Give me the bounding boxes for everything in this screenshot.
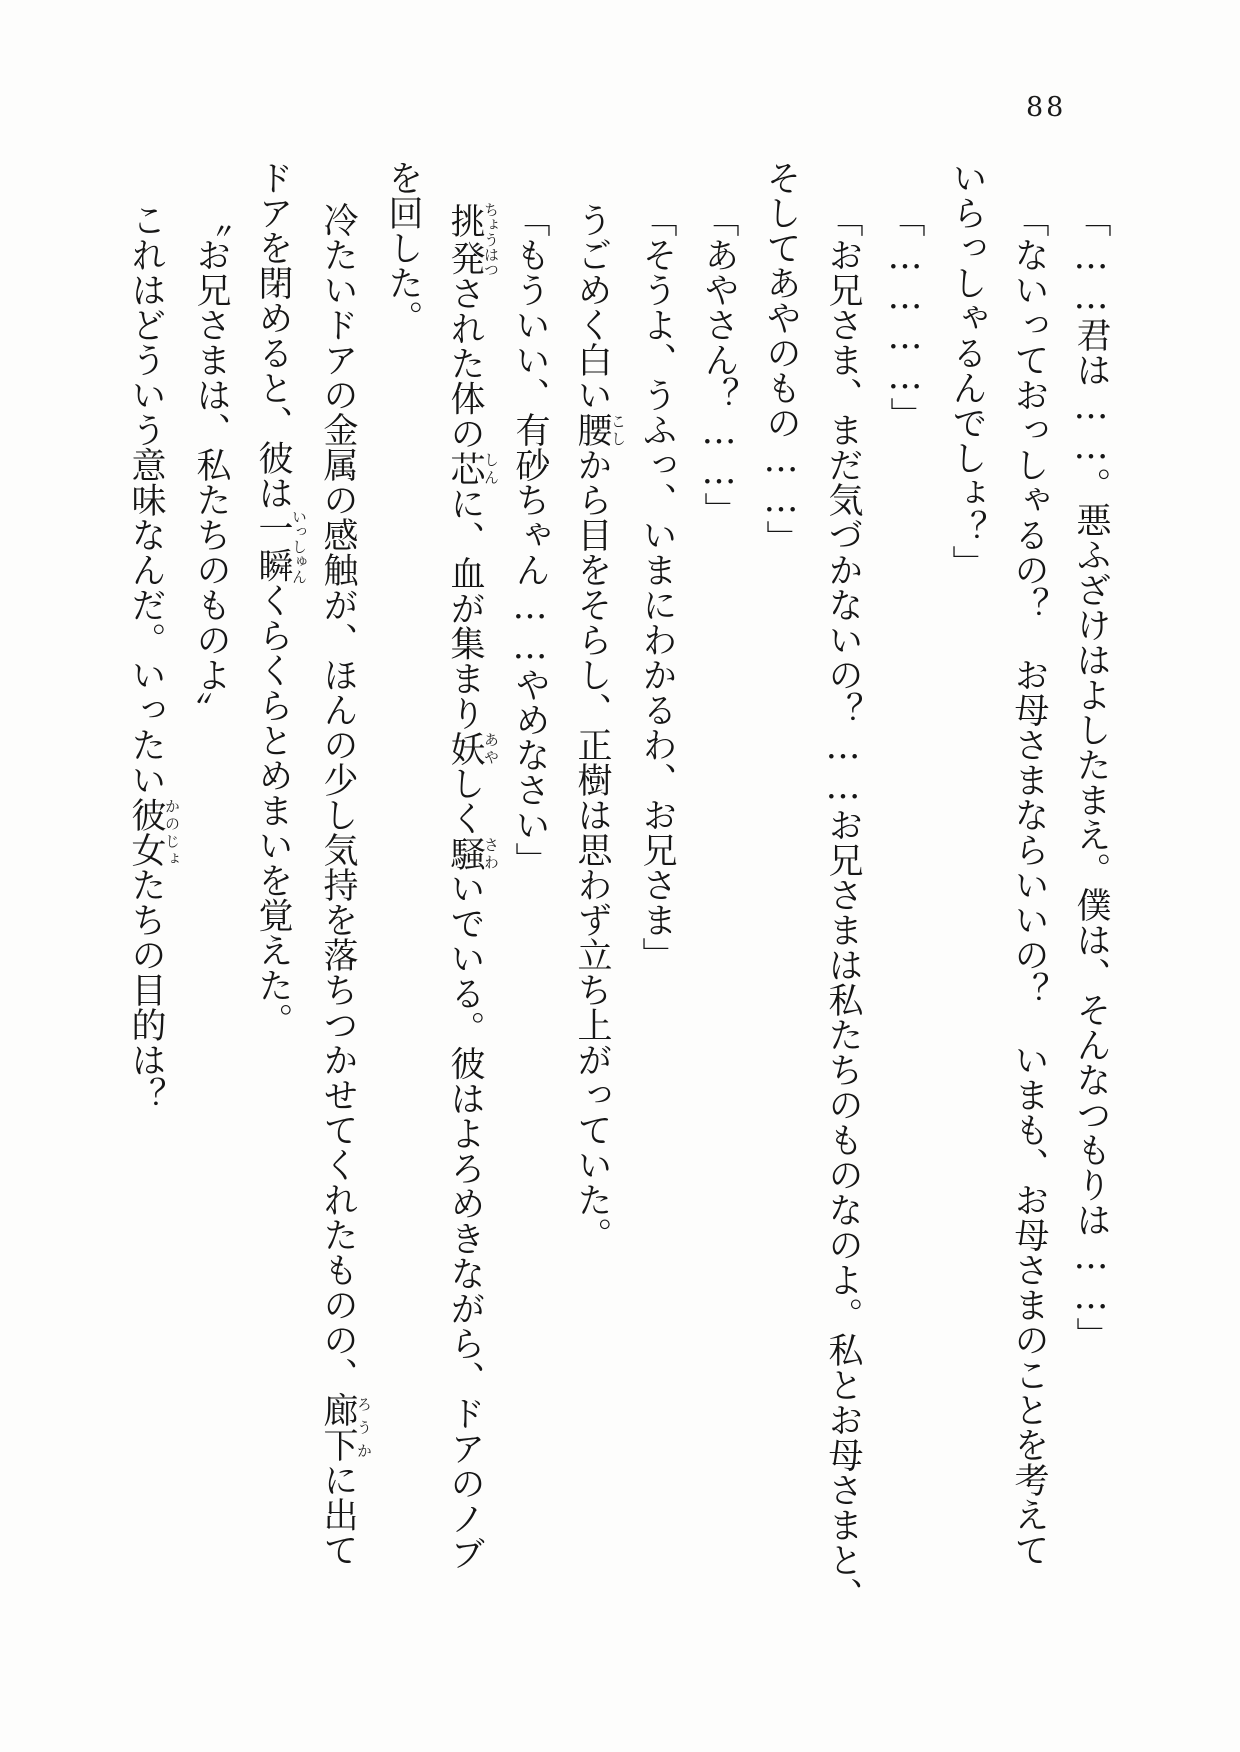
text-column: 「ないっておっしゃるの？ お母さまならいいの？ いまも、お母さまのことを考えて [1009, 202, 1049, 1567]
text-column: 「そうよ、うふっ、いまにわかるわ、お兄さま」 [637, 202, 677, 972]
text-column: を回した。 [383, 160, 423, 335]
page-number: 88 [1026, 92, 1067, 123]
furigana-annotated-word: 廊下ろうか [318, 1392, 373, 1462]
text-column: 〝お兄さまは、私たちのものよ〟 [191, 202, 231, 727]
text-column: 「……君は……。悪ふざけはよしたまえ。僕は、そんなつもりは……」 [1071, 202, 1111, 1352]
text-column: そしてあやのもの……」 [761, 160, 801, 555]
page-text [115, 160, 1122, 1612]
text-column: いらっしゃるんでしょ？」 [947, 160, 987, 580]
furigana-annotated-word: 芯しん [445, 450, 500, 486]
text-column: うごめく白い腰こしから目をそらし、正樹は思わず立ち上がっていた。 [572, 202, 627, 1252]
furigana-annotated-word: 彼女かのじょ [126, 797, 181, 867]
furigana-annotated-word: 一瞬いっしゅん [253, 508, 308, 584]
text-column: 「あやさん？……」 [699, 202, 739, 527]
text-column: 「…………」 [885, 202, 925, 432]
text-column: これはどういう意味なんだ。いったい彼女かのじょたちの目的は？ [126, 202, 181, 1112]
furigana-annotated-word: 腰こし [572, 412, 627, 447]
furigana-annotated-word: 妖あや [445, 730, 500, 766]
text-column: 「お兄さま、まだ気づかないの？……お兄さまは私たちのものなのよ。私とお母さまと、 [823, 202, 863, 1612]
text-column: 「もういい、有砂ちゃん……やめなさい」 [510, 202, 550, 877]
text-column: 冷たいドアの金属の感触が、ほんの少し気持を落ちつかせてくれたものの、廊下ろうかに出て [318, 202, 373, 1567]
text-column: ドアを閉めると、彼は一瞬いっしゅんくらくらとめまいを覚えた。 [253, 160, 308, 1038]
text-column: 挑発ちょうはつされた体の芯しんに、血が集まり妖あやしく騒さわいでいる。彼はよろめきながら、ドアのノブ [445, 202, 500, 1571]
furigana-annotated-word: 騒さわ [445, 835, 500, 871]
furigana-annotated-word: 挑発ちょうはつ [445, 202, 500, 277]
